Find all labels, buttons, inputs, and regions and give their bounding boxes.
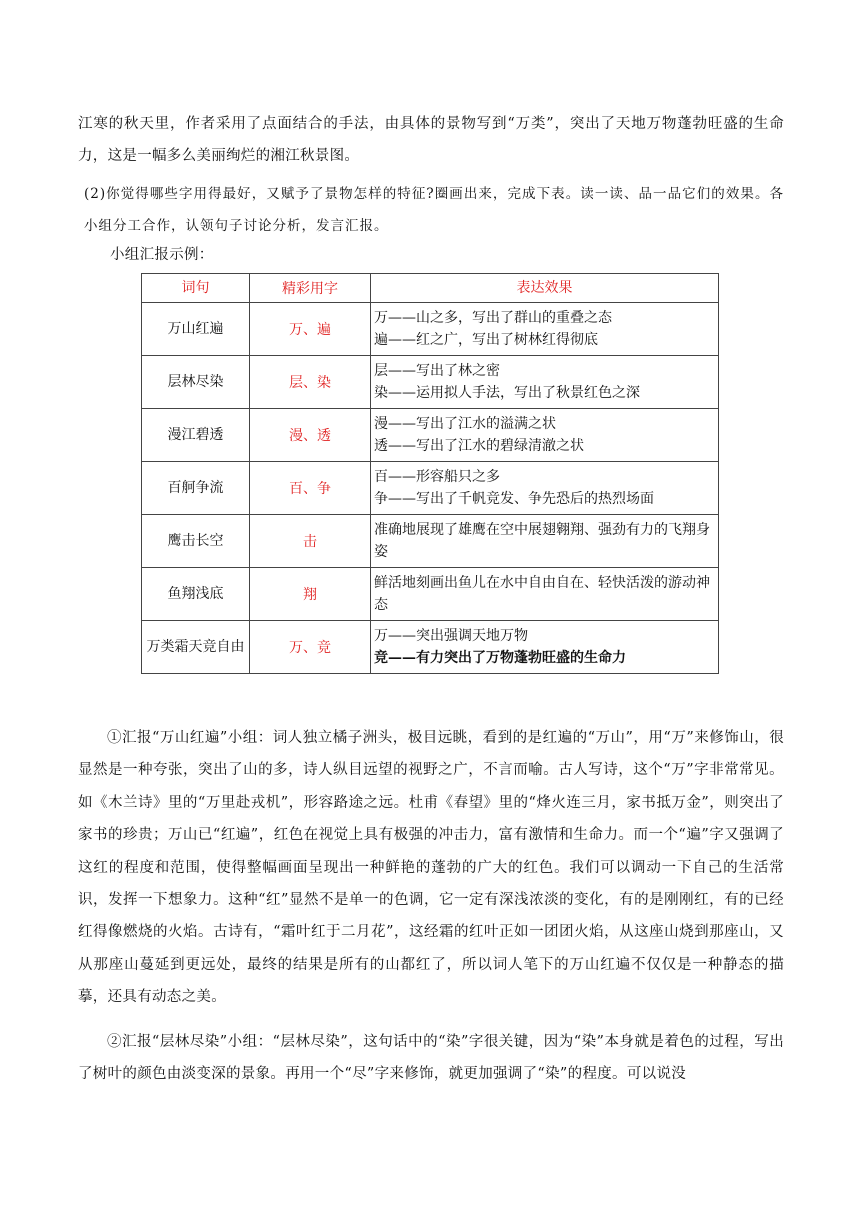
header-chars: 精彩用字 (250, 274, 371, 303)
phrase-cell: 百舸争流 (142, 462, 250, 515)
table-row (142, 621, 719, 674)
effect-line: 百——形容船只之多 (374, 469, 500, 485)
header-phrase: 词句 (142, 274, 250, 303)
phrase-cell: 鹰击长空 (142, 515, 250, 568)
effect-cell (371, 303, 719, 356)
effect-cell (371, 621, 719, 674)
header-effect: 表达效果 (371, 274, 719, 303)
chars-cell: 翔 (250, 568, 371, 621)
effect-line: 遍——红之广，写出了树林红得彻底 (374, 332, 598, 348)
question-paragraph: (2)你觉得哪些字用得最好，又赋予了景物怎样的特征?圈画出来，完成下表。读一读、品一品它们的效果。各小组分工合作，认领句子讨论分析，发言汇报。 (84, 186, 784, 234)
chars-cell: 漫、透 (250, 409, 371, 462)
table-row (142, 303, 719, 356)
effect-cell (371, 409, 719, 462)
chars-cell: 万、竞 (250, 621, 371, 674)
effect-line-bold: 竞——有力突出了万物蓬勃旺盛的生命力 (374, 650, 626, 666)
report-paragraph-2: ②汇报“层林尽染”小组：“层林尽染”，这句话中的“染”字很关键，因为“染”本身就是着色的过程，写出了树叶的颜色由淡变深的景象。再用一个“尽”字来修饰，就更加强调了“染”的程度。可以说没 (78, 1034, 784, 1083)
phrase-cell: 漫江碧透 (142, 409, 250, 462)
chars-cell: 百、争 (250, 462, 371, 515)
phrase-cell: 层林尽染 (142, 356, 250, 409)
table-row (142, 356, 719, 409)
effect-cell (371, 356, 719, 409)
effect-line: 漫——写出了江水的溢满之状 (374, 416, 556, 432)
effect-line: 透——写出了江水的碧绿清澈之状 (374, 438, 584, 454)
effect-cell (371, 462, 719, 515)
phrase-cell: 万类霜天竞自由 (142, 621, 250, 674)
phrase-cell: 万山红遍 (142, 303, 250, 356)
effect-cell: 准确地展现了雄鹰在空中展翅翱翔、强劲有力的飞翔身姿 (371, 515, 719, 568)
report-paragraph-1: ①汇报“万山红遍”小组：词人独立橘子洲头，极目远眺，看到的是红遍的“万山”，用“万”来修饰山，很显然是一种夸张，突出了山的多，诗人纵目远望的视野之广，不言而喻。古人写诗，这个“万”字非常常见。如《木兰诗》里的“万里赴戎机”，形容路途之远。杜甫《春望》里的“烽火连三月，家书抵万金”，则突出了家书的珍贵；万山已“红遍”，红色在视觉上具有极强的冲击力，富有激情和生命力。而一个“遍”字又强调了这红的程度和范围，使得整幅画面呈现出一种鲜艳的蓬勃的广大的红色。我们可以调动一下自己的生活常识，发挥一下想象力。这种“红”显然不是单一的色调，它一定有深浅浓淡的变化，有的是刚刚红，有的已经红得像燃烧的火焰。古诗有，“霜叶红于二月花”，这经霜的红叶正如一团团火焰，从这座山烧到那座山，又从那座山蔓延到更远处，最终的结果是所有的山都红了，所以词人笔下的万山红遍不仅仅是一种静态的描摹，还具有动态之美。 (78, 730, 784, 1006)
table-row (142, 462, 719, 515)
word-analysis-table (141, 273, 719, 674)
example-label: 小组汇报示例： (110, 247, 214, 263)
table-row (142, 568, 719, 621)
chars-cell: 万、遍 (250, 303, 371, 356)
phrase-cell: 鱼翔浅底 (142, 568, 250, 621)
effect-cell: 鲜活地刻画出鱼儿在水中自由自在、轻快活泼的游动神态 (371, 568, 719, 621)
intro-paragraph: 江寒的秋天里，作者采用了点面结合的手法，由具体的景物写到“万类”，突出了天地万物蓬勃旺盛的生命力，这是一幅多么美丽绚烂的湘江秋景图。 (78, 116, 784, 164)
table-row (142, 515, 719, 568)
chars-cell: 层、染 (250, 356, 371, 409)
effect-line: 染——运用拟人手法，写出了秋景红色之深 (374, 385, 640, 401)
effect-line: 争——写出了千帆竞发、争先恐后的热烈场面 (374, 491, 654, 507)
effect-line: 层——写出了林之密 (374, 363, 500, 379)
table-row (142, 409, 719, 462)
effect-line: 万——山之多，写出了群山的重叠之态 (374, 310, 612, 326)
table-header-row (142, 274, 719, 303)
effect-line: 万——突出强调天地万物 (374, 628, 528, 644)
chars-cell: 击 (250, 515, 371, 568)
